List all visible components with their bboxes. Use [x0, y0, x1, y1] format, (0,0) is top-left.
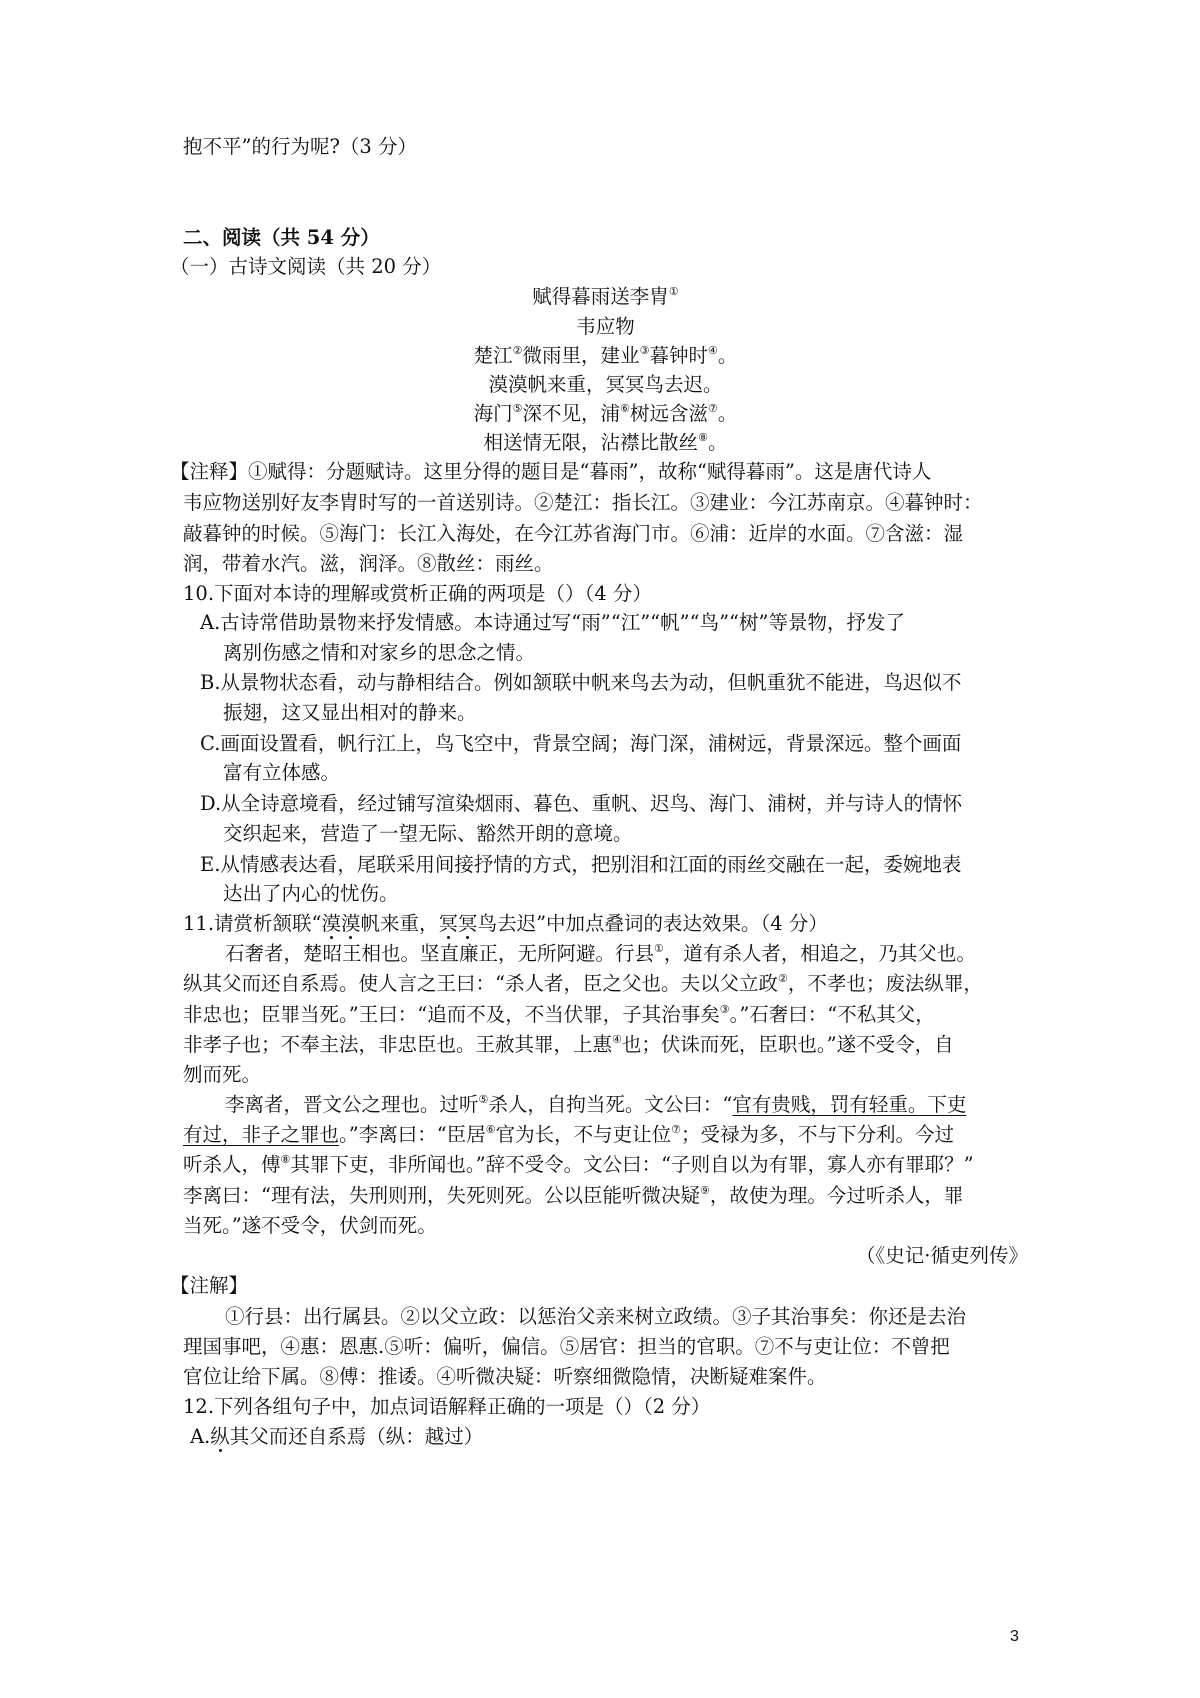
poem-line-2: 漠漠帆来重，冥冥鸟去迟。: [488, 373, 723, 396]
passage-2-line-2: [183, 1119, 1028, 1151]
section-heading: 二、阅读（共 54 分）: [183, 226, 380, 249]
note-mark: ⑦: [671, 1123, 681, 1136]
option-b-line-1: B.从景物状态看，动与静相结合。例如颔联中帆来鸟去为动，但帆重犹不能进，鸟迟似不: [200, 671, 962, 694]
notes-line-3: 官位让给下属。⑧傅：推诿。④听微决疑：听察细微隐情，决断疑难案件。: [183, 1365, 827, 1388]
note-mark: ⑥: [620, 402, 630, 415]
passage-2-line-3: [183, 1149, 1028, 1181]
option-e-line-2: 达出了内心的忧伤。: [223, 882, 399, 905]
question-11: [183, 908, 1028, 940]
continued-question-line: 抱不平”的行为呢?（3 分）: [183, 135, 418, 158]
passage-1-line-4: [183, 1029, 1028, 1061]
text-seg: 也；伏诛而死，臣职也。”遂不受令，自: [621, 1033, 954, 1056]
option-c-line-1: C.画面设置看，帆行江上，鸟飞空中，背景空阔；海门深，浦树远，背景深远。整个画面: [200, 732, 962, 755]
passage-1-line-5: 刎而死。: [183, 1063, 262, 1086]
annotation-line-1: 【注释】①赋得：分题赋诗。这里分得的题目是“暮雨”，故称“赋得暮雨”。这是唐代诗人: [170, 460, 932, 483]
text-seg: 树远含滋: [629, 402, 708, 425]
text-seg: 李离曰：“理有法，失刑则刑，失死则死。公以臣能听微决疑: [183, 1184, 700, 1207]
note-mark: ⑧: [698, 431, 708, 444]
option-c-line-2: 富有立体感。: [223, 761, 341, 784]
poem-title-text: 赋得暮雨送李胄: [532, 285, 669, 308]
dotted-char: 冥: [438, 912, 459, 935]
notes-line-2: 理国事吧，④惠：恩惠.⑤听：偏听，偏信。⑤居官：担当的官职。⑦不与吏让位：不曾把: [183, 1335, 950, 1358]
text-seg: ，故使为理。今过听杀人，罪: [709, 1184, 964, 1207]
text-seg: 相送情无限，沾襟比散丝: [483, 431, 699, 454]
note-mark: ④: [612, 1033, 622, 1046]
dotted-char: 漠: [321, 912, 341, 935]
note-mark: ②: [512, 344, 523, 357]
question-12-option-a: [190, 1421, 1035, 1453]
option-e-line-1: E.从情感表达看，尾联采用间接抒情的方式，把别泪和江面的雨丝交融在一起，委婉地表: [200, 853, 962, 876]
annotation-line-3: 敲暮钟的时候。⑤海门：长江入海处，在今江苏省海门市。⑥浦：近岸的水面。⑦含滋：湿: [183, 522, 964, 545]
option-a-line-1: A.古诗常借助景物来抒发情感。本诗通过写“雨”“江”“帆”“鸟”“树”等景物，抒发了: [200, 611, 905, 634]
text-seg: 其父而还自系焉（纵：越过）: [229, 1425, 484, 1448]
passage-2-line-5: 当死。”遂不受令，伏剑而死。: [183, 1214, 437, 1237]
text-seg: 纵其父而还自系焉。使人言之王曰：“杀人者，臣之父也。夫以父立政: [183, 972, 778, 995]
text-seg: 海门: [473, 402, 513, 425]
annotation-line-4: 润，带着水汽。滋，润泽。⑧散丝：雨丝。: [183, 552, 554, 575]
passage-1-line-2: [183, 968, 1028, 1000]
dotted-char: 冥: [458, 912, 478, 935]
underlined-text: 有过，非子之罪也: [183, 1123, 340, 1146]
passage-source: （《史记·循吏列传》: [856, 1244, 1028, 1267]
text-seg: 帆来重，: [360, 912, 439, 935]
option-d-line-2: 交织起来，营造了一望无际、豁然开朗的意境。: [223, 822, 633, 845]
text-seg: A.: [190, 1425, 211, 1448]
note-mark: ⑨: [699, 1184, 710, 1197]
text-seg: ，道有杀人者，相追之，乃其父也。: [663, 942, 976, 965]
passage-1-line-1: [225, 938, 1070, 970]
text-seg: 非孝子也；不奉主法，非忠臣也。王赦其罪，上惠: [183, 1033, 613, 1056]
note-mark: ⑦: [707, 402, 718, 415]
text-seg: 其罪下吏，非所闻也。”辞不受令。文公曰：“子则自以为有罪，寡人亦有罪耶？”: [290, 1153, 974, 1176]
option-d-line-1: D.从全诗意境看，经过铺写渲染烟雨、暮色、重帆、迟鸟、海门、浦树，并与诗人的情怀: [200, 792, 963, 815]
text-seg: 楚江: [473, 344, 513, 367]
text-seg: ，不孝也；废法纵罪，: [787, 972, 983, 995]
poem-line-4: [183, 427, 1028, 459]
underlined-text: 官有贵贱，罚有轻重。下吏: [732, 1093, 967, 1116]
passage-2-line-1: [225, 1089, 1070, 1121]
text-seg: 微雨里，建业: [522, 344, 640, 367]
passage-1-line-3: [183, 999, 1028, 1031]
text-seg: 杀人，自拘当死。文公曰：“: [488, 1093, 733, 1116]
notes-heading: 【注解】: [170, 1274, 249, 1297]
note-mark: ⑤: [478, 1093, 489, 1106]
dotted-char: 漠: [341, 912, 361, 935]
dotted-char: 纵: [210, 1425, 230, 1448]
text-seg: 李离者，晋文公之理也。过听: [225, 1093, 479, 1116]
poem-title: [183, 281, 1028, 313]
annotation-line-2: 韦应物送别好友李胄时写的一首送别诗。②楚江：指长江。③建业：今江苏南京。④暮钟时：: [183, 491, 983, 514]
poem-line-1: [183, 340, 1028, 372]
text-seg: 11.请赏析颔联“: [183, 912, 322, 935]
page-number: 3: [1010, 1628, 1019, 1645]
text-seg: 听杀人，傅: [183, 1153, 281, 1176]
text-seg: 官为长，不与吏让位: [495, 1123, 672, 1146]
option-a-line-2: 离别伤感之情和对家乡的思念之情。: [223, 641, 536, 664]
note-mark: ①: [668, 285, 679, 298]
poem-author: 韦应物: [576, 315, 635, 338]
note-mark: ⑤: [512, 402, 523, 415]
note-mark: ⑥: [485, 1123, 496, 1136]
text-seg: ；受禄为多，不与下分利。今过: [680, 1123, 954, 1146]
text-seg: 石奢者，楚昭王相也。坚直廉正，无所阿避。行县: [225, 942, 655, 965]
text-seg: 。”李离曰：“臣居: [339, 1123, 486, 1146]
text-seg: 。: [707, 431, 728, 454]
text-seg: 暮钟时: [649, 344, 708, 367]
note-mark: ④: [707, 344, 718, 357]
question-10-stem: 10.下面对本诗的理解或赏析正确的两项是（）（4 分）: [183, 582, 652, 605]
note-mark: ①: [654, 942, 664, 955]
note-mark: ③: [719, 1003, 730, 1016]
text-seg: 。”石奢曰：“不私其父，: [729, 1003, 935, 1026]
text-seg: 非忠也；臣罪当死。”王曰：“追而不及，不当伏罪，子其治事矣: [183, 1003, 720, 1026]
note-mark: ⑧: [280, 1153, 291, 1166]
text-seg: 鸟去迟”中加点叠词的表达效果。（4 分）: [477, 912, 828, 935]
text-seg: 。: [717, 402, 738, 425]
text-seg: 。: [717, 344, 738, 367]
note-mark: ②: [777, 972, 788, 985]
poem-line-3: [183, 398, 1028, 430]
passage-2-line-4: [183, 1180, 1028, 1212]
text-seg: 深不见，浦: [522, 402, 621, 425]
notes-line-1: ①行县：出行属县。②以父立政：以惩治父亲来树立政绩。③子其治事矣：你还是去治: [225, 1305, 967, 1328]
note-mark: ③: [639, 344, 650, 357]
question-12-stem: 12.下列各组句子中，加点词语解释正确的一项是（）（2 分）: [183, 1395, 711, 1418]
subsection-heading: （一）古诗文阅读（共 20 分）: [170, 255, 442, 278]
option-b-line-2: 振翅，这又显出相对的静来。: [223, 701, 477, 724]
